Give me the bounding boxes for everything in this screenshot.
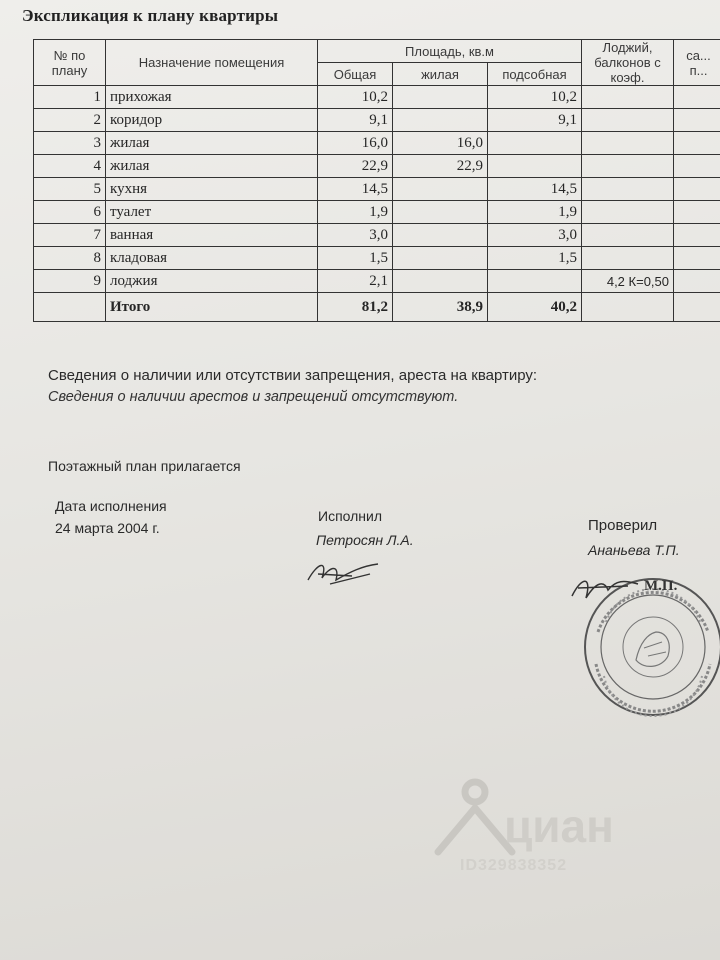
restriction-answer: Сведения о наличии арестов и запрещений отсутствуют. (48, 389, 459, 405)
row-total-area: 10,2 (318, 86, 393, 109)
total-loggia (582, 293, 674, 322)
table-row (34, 132, 720, 155)
row-total-area: 16,0 (318, 132, 393, 155)
row-loggia (582, 224, 674, 247)
document-title: Экспликация к плану квартиры (22, 6, 279, 25)
row-loggia (582, 109, 674, 132)
row-aux-area: 14,5 (488, 178, 582, 201)
row-name: прихожая (106, 86, 318, 109)
table-row (34, 178, 720, 201)
row-living-area (393, 270, 488, 293)
row-living-area (393, 224, 488, 247)
row-living-area (393, 247, 488, 270)
explication-table (33, 39, 720, 322)
row-aux-area: 3,0 (488, 224, 582, 247)
row-total-area: 1,9 (318, 201, 393, 224)
row-aux-area (488, 270, 582, 293)
row-living-area: 22,9 (393, 155, 488, 178)
row-name: коридор (106, 109, 318, 132)
table-row (34, 201, 720, 224)
watermark-brand: циан (504, 800, 614, 852)
date-value: 24 марта 2004 г. (55, 520, 160, 536)
row-cut-cell (674, 178, 720, 201)
row-num: 3 (34, 132, 106, 155)
table-row (34, 270, 720, 293)
row-aux-area: 10,2 (488, 86, 582, 109)
row-aux-area: 9,1 (488, 109, 582, 132)
row-loggia (582, 155, 674, 178)
header-purpose: Назначение помещения (106, 40, 318, 86)
total-living: 38,9 (393, 293, 488, 322)
row-num: 4 (34, 155, 106, 178)
restriction-question: Сведения о наличии или отсутствии запрещения, ареста на квартиру: (48, 367, 538, 384)
total-row (34, 293, 720, 322)
header-num: № по плану (34, 40, 106, 86)
table-body (34, 86, 720, 293)
header-area: Площадь, кв.м (318, 40, 582, 63)
total-label: Итого (106, 293, 318, 322)
row-loggia (582, 86, 674, 109)
row-cut-cell (674, 155, 720, 178)
row-aux-area (488, 132, 582, 155)
row-name: жилая (106, 155, 318, 178)
row-loggia: 4,2 К=0,50 (582, 270, 674, 293)
row-living-area: 16,0 (393, 132, 488, 155)
row-living-area (393, 86, 488, 109)
table-row (34, 155, 720, 178)
total-area: 81,2 (318, 293, 393, 322)
row-loggia (582, 178, 674, 201)
watermark-logo-icon (430, 770, 660, 880)
row-living-area (393, 109, 488, 132)
row-num: 1 (34, 86, 106, 109)
row-aux-area: 1,5 (488, 247, 582, 270)
date-label: Дата исполнения (55, 498, 167, 514)
row-name: ванная (106, 224, 318, 247)
row-cut-cell (674, 247, 720, 270)
executor-signature (300, 552, 390, 592)
header-loggias: Лоджий, балконов с коэф. (582, 40, 674, 86)
table-row (34, 224, 720, 247)
floor-plan-note: Поэтажный план прилагается (48, 458, 241, 474)
cian-watermark (430, 770, 660, 885)
checked-name: Ананьева Т.П. (588, 542, 680, 558)
header-cut-column: са... п... (674, 40, 720, 86)
row-cut-cell (674, 86, 720, 109)
seal-mp-text: М.П. (644, 578, 678, 594)
row-total-area: 1,5 (318, 247, 393, 270)
total-aux: 40,2 (488, 293, 582, 322)
row-loggia (582, 132, 674, 155)
row-num: 6 (34, 201, 106, 224)
checker-signature (568, 570, 658, 610)
row-cut-cell (674, 132, 720, 155)
row-cut-cell (674, 109, 720, 132)
row-loggia (582, 247, 674, 270)
row-num: 5 (34, 178, 106, 201)
row-name: жилая (106, 132, 318, 155)
header-total: Общая (318, 63, 393, 86)
table-row (34, 247, 720, 270)
row-total-area: 3,0 (318, 224, 393, 247)
header-auxiliary: подсобная (488, 63, 582, 86)
row-cut-cell (674, 224, 720, 247)
header-living: жилая (393, 63, 488, 86)
row-num: 7 (34, 224, 106, 247)
row-total-area: 14,5 (318, 178, 393, 201)
checked-label: Проверил (588, 517, 658, 534)
row-name: туалет (106, 201, 318, 224)
row-total-area: 9,1 (318, 109, 393, 132)
row-cut-cell (674, 270, 720, 293)
row-aux-area (488, 155, 582, 178)
total-cut (674, 293, 720, 322)
table-row (34, 109, 720, 132)
row-aux-area: 1,9 (488, 201, 582, 224)
table-row (34, 86, 720, 109)
row-total-area: 22,9 (318, 155, 393, 178)
row-name: кладовая (106, 247, 318, 270)
row-cut-cell (674, 201, 720, 224)
row-num: 9 (34, 270, 106, 293)
total-num-cell (34, 293, 106, 322)
watermark-id: ID329838352 (460, 857, 568, 874)
executed-name: Петросян Л.А. (316, 532, 414, 548)
row-num: 8 (34, 247, 106, 270)
row-total-area: 2,1 (318, 270, 393, 293)
row-num: 2 (34, 109, 106, 132)
row-living-area (393, 201, 488, 224)
row-living-area (393, 178, 488, 201)
row-name: кухня (106, 178, 318, 201)
row-loggia (582, 201, 674, 224)
executed-label: Исполнил (318, 508, 383, 524)
row-name: лоджия (106, 270, 318, 293)
